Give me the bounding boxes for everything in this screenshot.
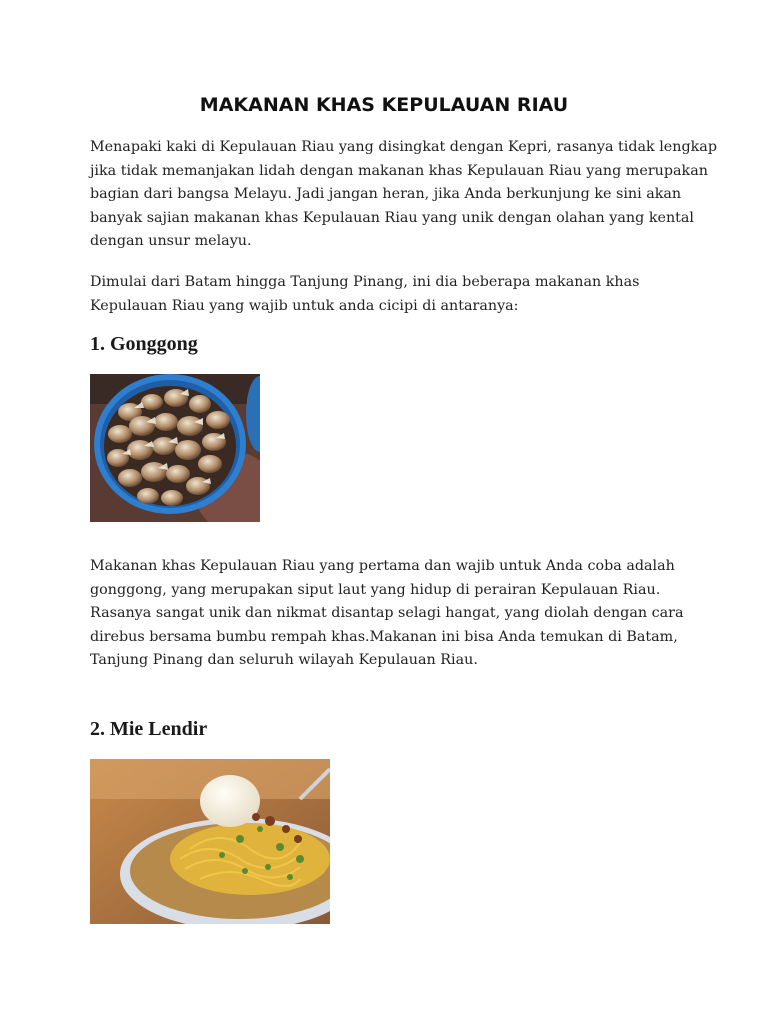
- lead-line: Kepulauan Riau yang wajib untuk anda cicipi di antaranya:: [90, 297, 519, 314]
- intro-line: jika tidak memanjakan lidah dengan makanan khas Kepulauan Riau yang merupakan: [90, 162, 708, 179]
- gonggong-paragraph: [90, 555, 690, 673]
- intro-line: dengan unsur melayu.: [90, 233, 252, 249]
- gonggong-line: Makanan khas Kepulauan Riau yang pertama dan wajib untuk Anda coba adalah: [90, 558, 675, 574]
- section-heading-gonggong: 1. Gonggong: [90, 333, 198, 355]
- gonggong-line: Tanjung Pinang dan seluruh wilayah Kepulauan Riau.: [90, 652, 478, 668]
- lead-line: Dimulai dari Batam hingga Tanjung Pinang, ini dia beberapa makanan khas: [90, 274, 640, 290]
- gonggong-line: Rasanya sangat unik dan nikmat disantap selagi hangat, yang diolah dengan cara: [90, 605, 684, 621]
- mie-lendir-photo: [90, 759, 330, 924]
- gonggong-photo: [90, 374, 260, 522]
- intro-line: banyak sajian makanan khas Kepulauan Riau yang unik dengan olahan yang kental: [90, 209, 694, 226]
- gonggong-line: gonggong, yang merupakan siput laut yang hidup di perairan Kepulauan Riau.: [90, 581, 661, 598]
- lead-paragraph: [90, 271, 690, 318]
- gonggong-line: direbus bersama bumbu rempah khas.Makanan ini bisa Anda temukan di Batam,: [90, 628, 678, 645]
- page-title: MAKANAN KHAS KEPULAUAN RIAU: [199, 94, 569, 116]
- intro-line: Menapaki kaki di Kepulauan Riau yang disingkat dengan Kepri, rasanya tidak lengkap: [90, 139, 717, 155]
- section-heading-mie-lendir: 2. Mie Lendir: [90, 718, 208, 740]
- intro-paragraph: [90, 136, 717, 254]
- intro-line: bagian dari bangsa Melayu. Jadi jangan heran, jika Anda berkunjung ke sini akan: [90, 186, 682, 202]
